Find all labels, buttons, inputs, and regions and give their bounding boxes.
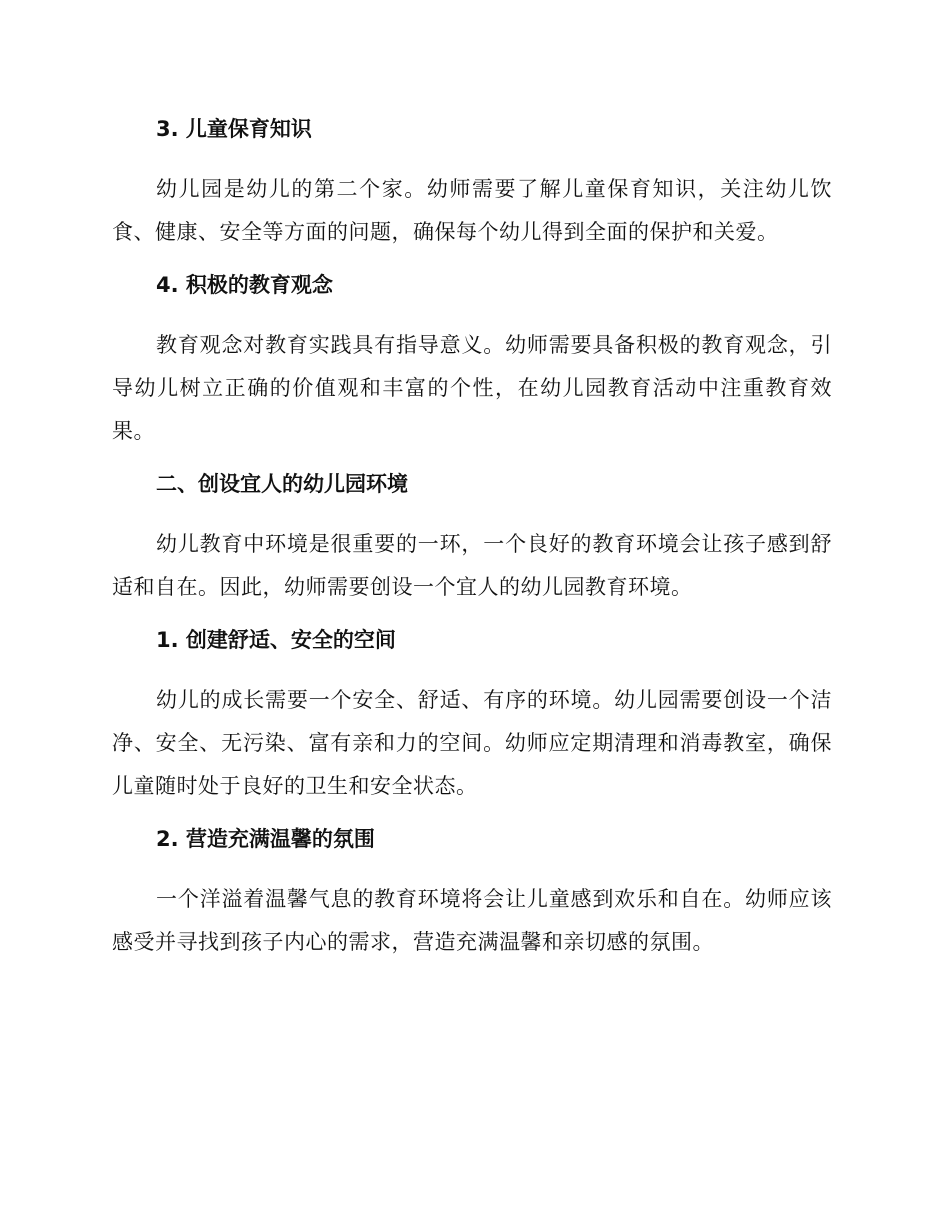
section-heading: 二、创设宜人的幼儿园环境 <box>156 472 408 496</box>
section-paragraph: 一个洋溢着温馨气息的教育环境将会让儿童感到欢乐和自在。幼师应该感受并寻找到孩子内心的需求，营造充满温馨和亲切感的氛围。 <box>112 887 832 954</box>
section <box>112 822 832 964</box>
section <box>112 112 832 254</box>
section-heading: 2. 营造充满温馨的氛围 <box>156 827 375 851</box>
section-paragraph: 教育观念对教育实践具有指导意义。幼师需要具备积极的教育观念，引导幼儿树立正确的价值观和丰富的个性，在幼儿园教育活动中注重教育效果。 <box>112 333 832 443</box>
section <box>112 467 832 609</box>
section-heading: 1. 创建舒适、安全的空间 <box>156 628 396 652</box>
section-heading: 4. 积极的教育观念 <box>156 273 333 297</box>
section-paragraph: 幼儿园是幼儿的第二个家。幼师需要了解儿童保育知识，关注幼儿饮食、健康、安全等方面的问题，确保每个幼儿得到全面的保护和关爱。 <box>112 177 832 244</box>
document-body <box>112 112 832 964</box>
section-paragraph: 幼儿教育中环境是很重要的一环，一个良好的教育环境会让孩子感到舒适和自在。因此，幼师需要创设一个宜人的幼儿园教育环境。 <box>112 532 832 599</box>
section <box>112 623 832 808</box>
section-heading: 3. 儿童保育知识 <box>156 117 312 141</box>
section <box>112 268 832 453</box>
section-paragraph: 幼儿的成长需要一个安全、舒适、有序的环境。幼儿园需要创设一个洁净、安全、无污染、富有亲和力的空间。幼师应定期清理和消毒教室，确保儿童随时处于良好的卫生和安全状态。 <box>112 688 832 798</box>
